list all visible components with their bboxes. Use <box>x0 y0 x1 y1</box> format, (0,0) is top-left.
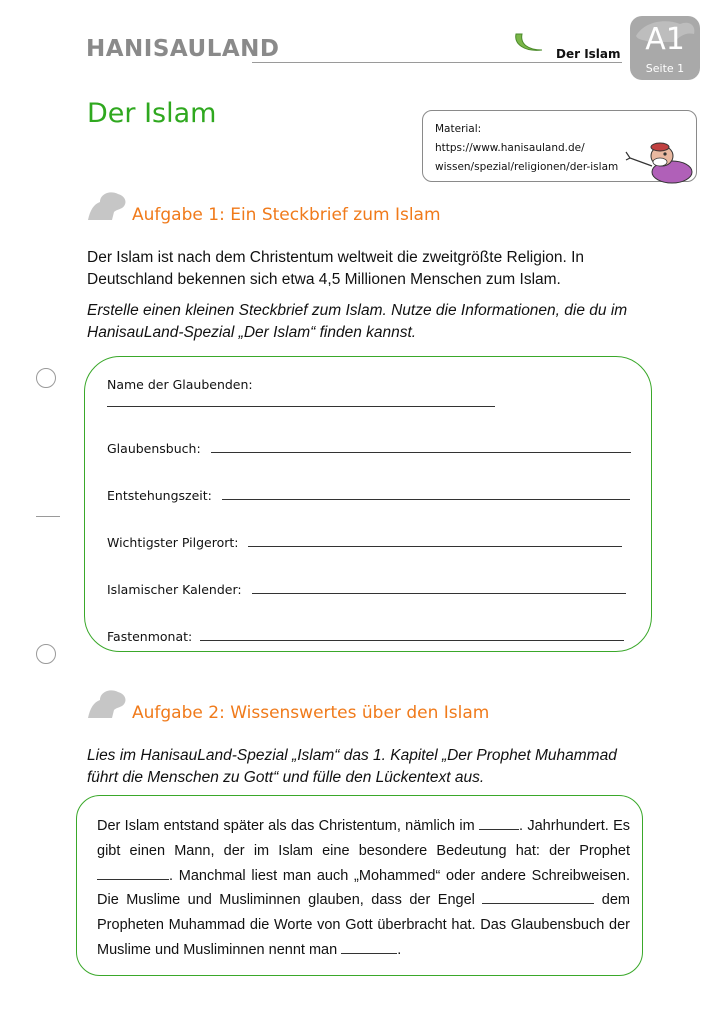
field-origin-time[interactable] <box>107 488 630 503</box>
mascot-illustration-icon <box>624 138 696 184</box>
profile-box <box>84 356 652 652</box>
cloze-box <box>76 795 643 976</box>
field-blank[interactable] <box>248 535 622 547</box>
cloze-segment: . Manchmal liest man auch „Mohammed“ oder andere Schreibweisen. Die Muslime und Musliminnen glauben, dass der Engel <box>97 867 630 909</box>
cloze-text <box>97 814 630 963</box>
page-title: Der Islam <box>87 98 217 129</box>
cloze-segment: Der Islam entstand später als das Christentum, nämlich im <box>97 818 480 834</box>
cloze-gap-century[interactable] <box>479 816 519 830</box>
field-believers-blank[interactable] <box>107 395 495 407</box>
field-blank[interactable] <box>200 629 624 641</box>
field-label: Entstehungszeit: <box>107 488 212 503</box>
material-label: Material: <box>435 123 482 135</box>
hanisauland-logo: HANISAULAND <box>86 36 280 62</box>
field-blank[interactable] <box>222 488 630 500</box>
task1-dino-icon <box>86 190 128 222</box>
field-label: Islamischer Kalender: <box>107 582 242 597</box>
level-badge <box>630 16 700 80</box>
level-code: A1 <box>645 22 685 57</box>
task1-heading: Aufgabe 1: Ein Steckbrief zum Islam <box>132 205 441 225</box>
field-believers[interactable] <box>107 377 253 392</box>
cloze-segment: . Jahrhundert. Es gibt einen Mann, der im Islam eine besondere Bedeutung hat: der Prophet <box>97 818 630 859</box>
task1-instruction: Erstelle einen kleinen Steckbrief zum Islam. Nutze die Informationen, die du im HanisauLand-Spezial „Der Islam“ finden kannst. <box>87 302 628 341</box>
field-blank[interactable] <box>252 582 626 594</box>
cloze-gap-angel[interactable] <box>482 890 594 904</box>
field-holy-book[interactable] <box>107 441 631 456</box>
punch-hole-mark <box>36 644 56 664</box>
field-islamic-calendar[interactable] <box>107 582 626 597</box>
field-label: Name der Glaubenden: <box>107 377 253 392</box>
field-fasting-month[interactable] <box>107 629 624 644</box>
cloze-segment: . <box>397 941 402 958</box>
material-text <box>435 120 618 177</box>
task2-instruction: Lies im HanisauLand-Spezial „Islam“ das 1. Kapitel „Der Prophet Muhammad führt die Menschen zu Gott“ und fülle den Lückentext aus. <box>87 747 617 786</box>
header-rule <box>252 62 622 63</box>
cloze-gap-prophet[interactable] <box>97 866 169 880</box>
fold-mark <box>36 516 60 517</box>
cloze-gap-holy-book[interactable] <box>341 940 397 954</box>
task2-heading: Aufgabe 2: Wissenswertes über den Islam <box>132 703 490 723</box>
task2-dino-icon <box>86 688 128 720</box>
field-blank[interactable] <box>211 441 631 453</box>
material-link-line1[interactable]: https://www.hanisauland.de/ <box>435 142 585 154</box>
material-link-line2[interactable]: wissen/spezial/religionen/der-islam <box>435 161 619 173</box>
field-label: Fastenmonat: <box>107 629 193 644</box>
page-number: Seite 1 <box>645 62 685 75</box>
task1-intro: Der Islam ist nach dem Christentum weltweit die zweitgrößte Religion. In Deutschland bekennen sich etwa 4,5 Millionen Menschen zum Islam. <box>87 249 585 288</box>
cloze-segment: dem Propheten Muhammad die Worte von Gott überbracht hat. Das Glaubensbuch der Muslime und Musliminnen nennt man <box>97 892 630 958</box>
field-label: Glaubensbuch: <box>107 441 201 456</box>
field-pilgrimage-site[interactable] <box>107 535 622 550</box>
punch-hole-mark <box>36 368 56 388</box>
field-label: Wichtigster Pilgerort: <box>107 535 239 550</box>
swoosh-icon <box>512 30 546 56</box>
header-topic: Der Islam <box>556 47 621 61</box>
